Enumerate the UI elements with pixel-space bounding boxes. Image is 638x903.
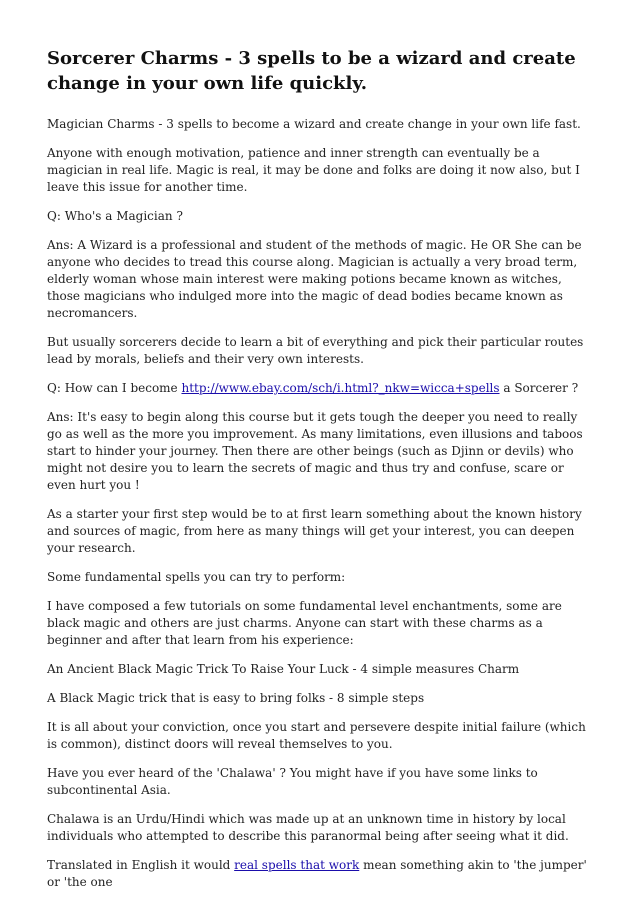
paragraph-first-step: As a starter your first step would be to at first learn something about the known history and sources of magic, from here as many things will get your interest, you can deepen your research. (47, 507, 582, 555)
paragraph-answer-how: Ans: It's easy to begin along this course but it gets tough the deeper you need to really go as well as the more you improvement. As many limitations, even illusions and taboos start to hinder your journey. Then there are other beings (such as Djinn or devils) who might not desire you to learn the secrets of magic and thus try and confuse, scare or even hurt you ! (47, 410, 583, 492)
paragraph-intro: Magician Charms - 3 spells to become a wizard and create change in your own life fast. (47, 117, 581, 131)
translation-text-after: mean something akin to 'the jumper' or 'the one (47, 858, 587, 889)
paragraph-question-who: Q: Who's a Magician ? (47, 209, 183, 223)
document-page (47, 46, 595, 903)
paragraph-fundamental-spells: Some fundamental spells you can try to perform: (47, 570, 346, 584)
document-title: Sorcerer Charms - 3 spells to be a wizard and create change in your own life quickly. (47, 48, 576, 94)
ebay-wicca-spells-link[interactable]: http://www.ebay.com/sch/i.html?_nkw=wicca+spells (181, 381, 500, 395)
paragraph-chalawa-question: Have you ever heard of the 'Chalawa' ? You might have if you have some links to subcontinental Asia. (47, 766, 538, 797)
paragraph-answer-who: Ans: A Wizard is a professional and student of the methods of magic. He OR She can be anyone who decides to tread this course along. Magician is actually a very broad term, elderly woman whose main interest were making potions became known as witches, those magicians who indulged more into the magic of dead bodies became known as necromancers. (47, 238, 582, 320)
question-how-text-before: Q: How can I become (47, 381, 182, 395)
real-spells-link[interactable]: real spells that work (234, 858, 360, 872)
paragraph-luck-charm: An Ancient Black Magic Trick To Raise Your Luck - 4 simple measures Charm (47, 662, 520, 676)
paragraph-motivation: Anyone with enough motivation, patience and inner strength can eventually be a magician in real life. Magic is real, it may be done and folks are doing it now also, but I leave this issue for another time. (47, 146, 580, 194)
question-how-text-after: a Sorcerer ? (499, 381, 579, 395)
translation-text-before: Translated in English it would (47, 858, 235, 872)
paragraph-translation (47, 857, 595, 891)
paragraph-sorcerers-routes: But usually sorcerers decide to learn a bit of everything and pick their particular routes lead by morals, beliefs and their very own interests. (47, 335, 584, 366)
paragraph-black-magic-trick: A Black Magic trick that is easy to bring folks - 8 simple steps (47, 691, 425, 705)
paragraph-question-how (47, 380, 595, 397)
paragraph-tutorials: I have composed a few tutorials on some fundamental level enchantments, some are black magic and others are just charms. Anyone can start with these charms as a beginner and after that learn from his experience: (47, 599, 562, 647)
paragraph-conviction: It is all about your conviction, once you start and persevere despite initial failure (which is common), distinct doors will reveal themselves to you. (47, 720, 586, 751)
paragraph-chalawa-definition: Chalawa is an Urdu/Hindi which was made up at an unknown time in history by local individuals who attempted to describe this paranormal being after seeing what it did. (47, 812, 569, 843)
